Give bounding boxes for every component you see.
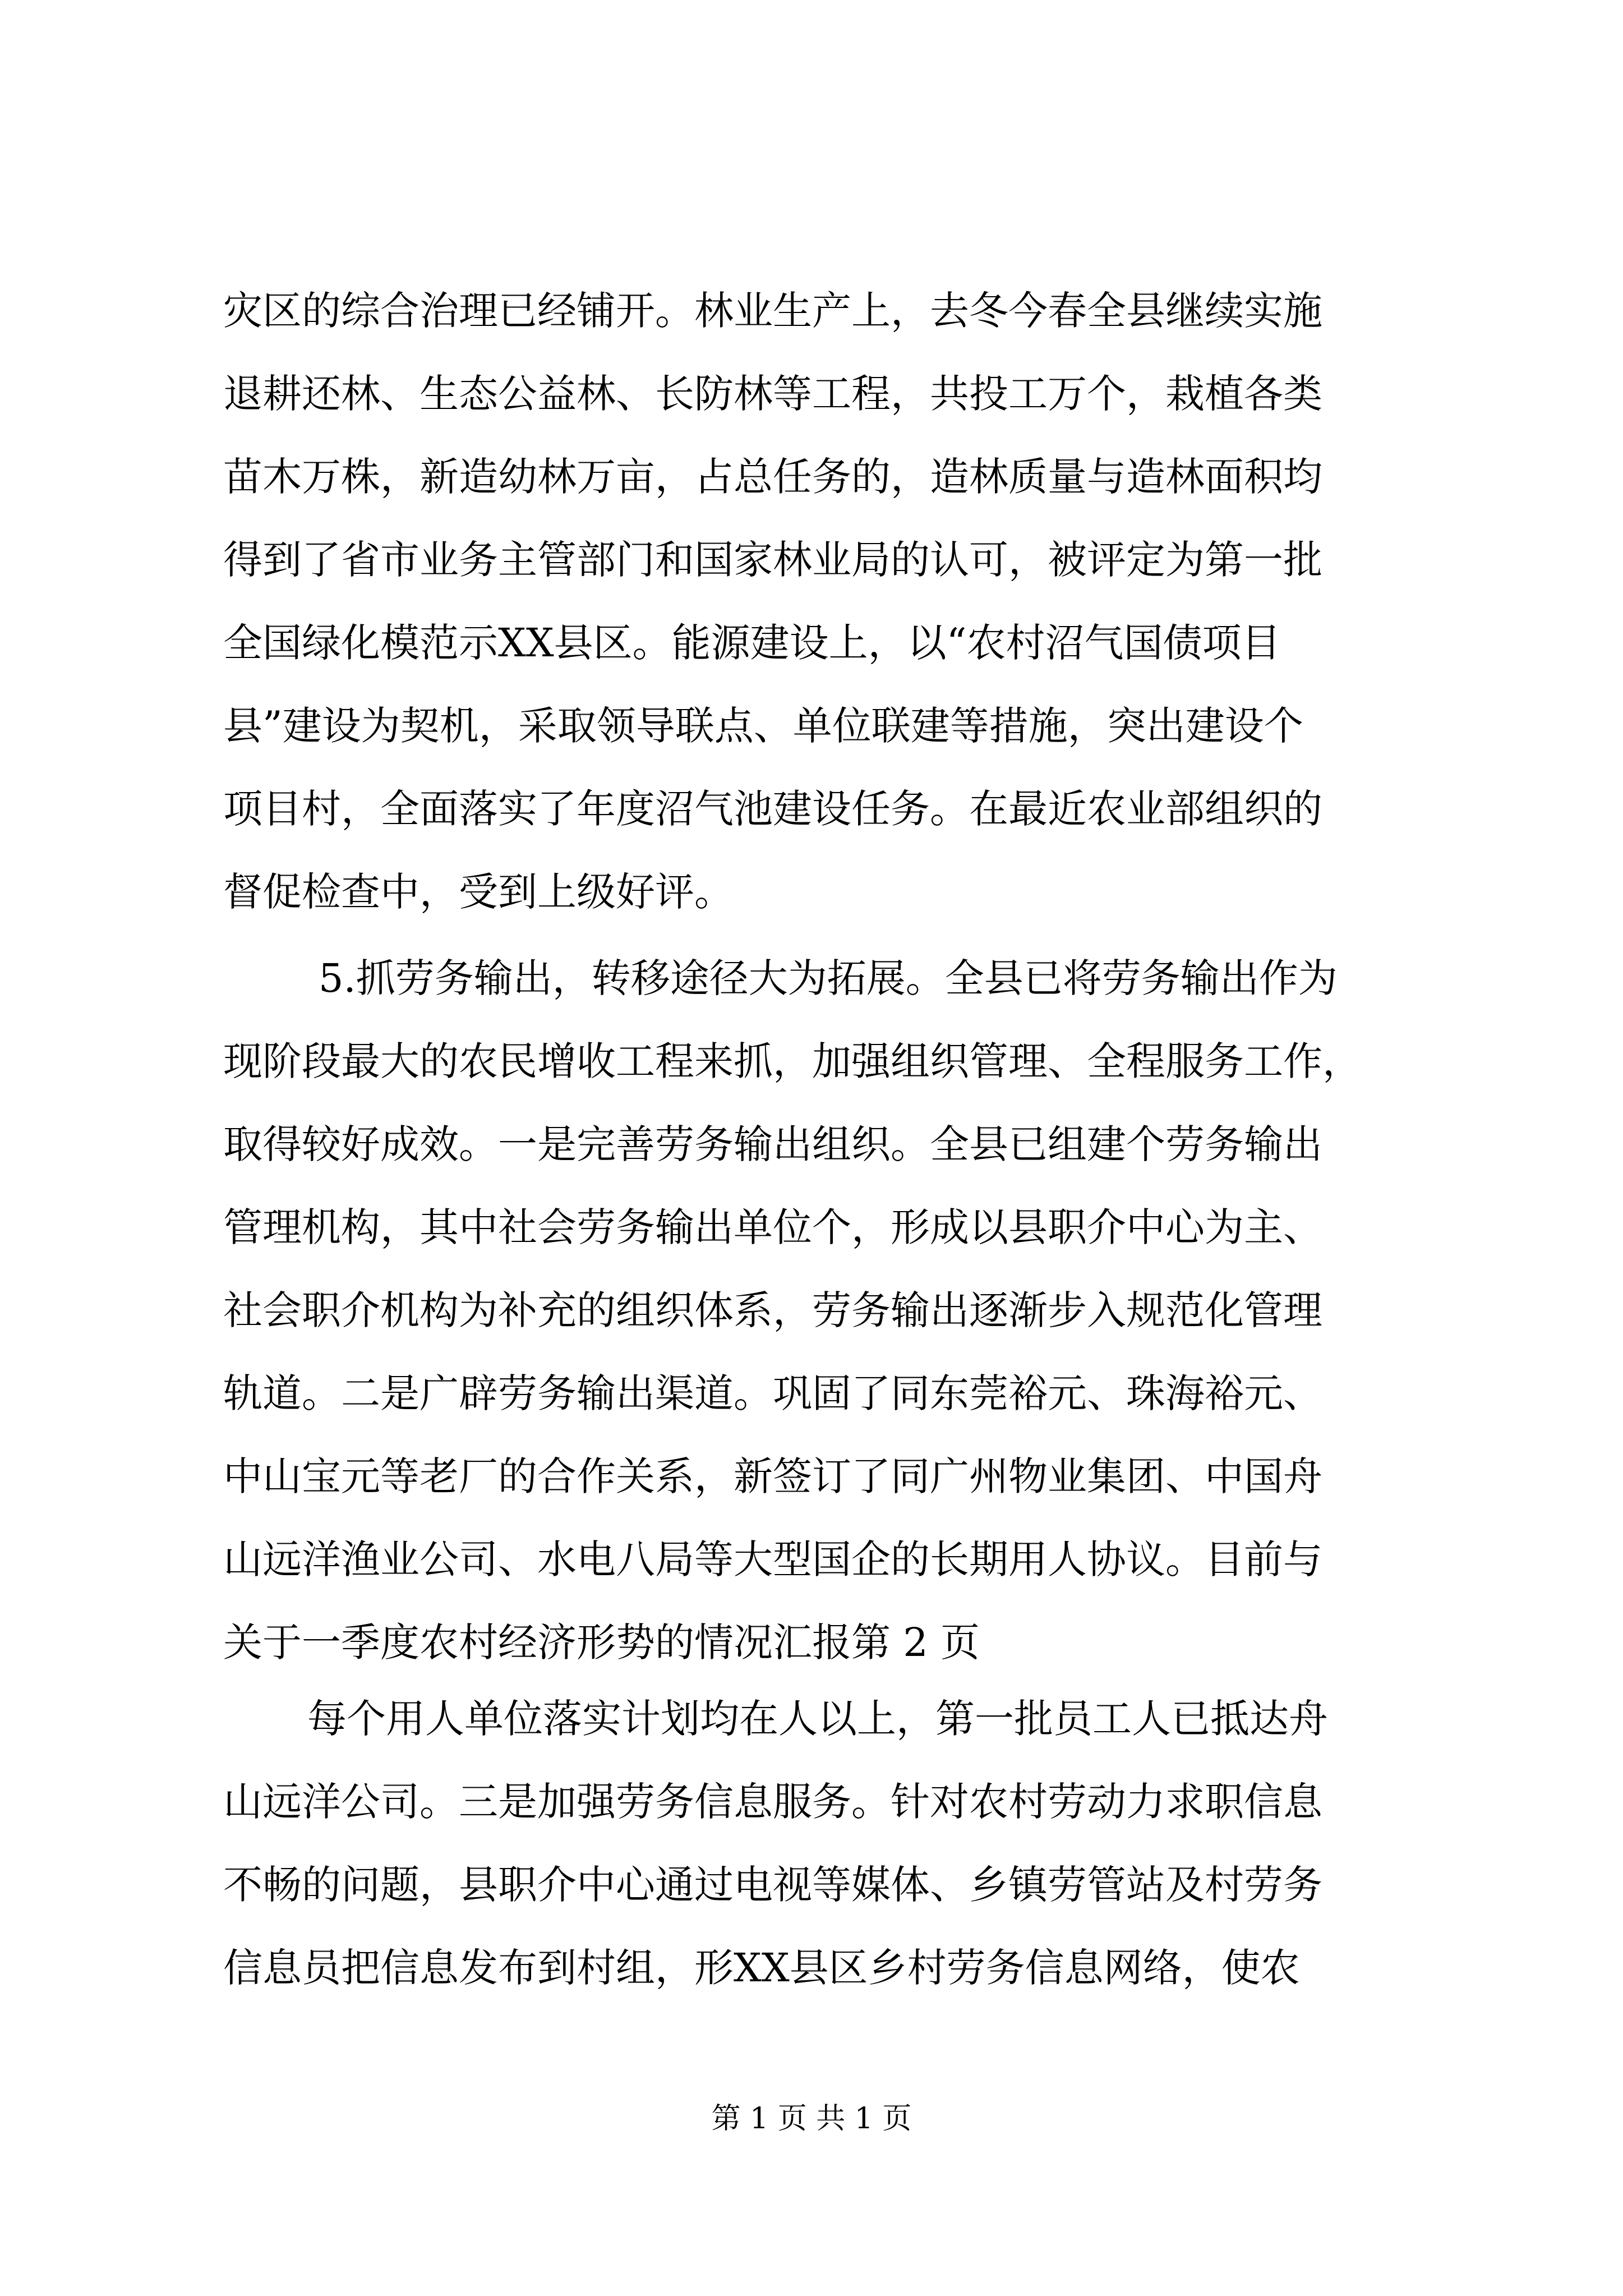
text-line: 管理机构，其中社会劳务输出单位个，形成以县职介中心为主、: [223, 1204, 1322, 1250]
text-line: 轨道。二是广辟劳务输出渠道。巩固了同东莞裕元、珠海裕元、: [223, 1370, 1322, 1416]
text-line: 每个用人单位落实计划均在人以上，第一批员工人已抵达舟: [307, 1696, 1328, 1742]
text-line: 信息员把信息发布到村组，形XX县区乡村劳务信息网络，使农: [223, 1945, 1300, 1991]
text-line: 项目村，全面落实了年度沼气池建设任务。在最近农业部组织的: [223, 786, 1322, 832]
paragraph-labor-info: [223, 1677, 1423, 2009]
text-line: 灾区的综合治理已经铺开。林业生产上，去冬今春全县继续实施: [223, 288, 1322, 334]
text-line: 得到了省市业务主管部门和国家林业局的认可，被评定为第一批: [223, 537, 1322, 583]
paragraph-labor-export: [223, 937, 1423, 1684]
text-line: 山远洋公司。三是加强劳务信息服务。针对农村劳动力求职信息: [223, 1779, 1322, 1825]
text-line: 中山宝元等老厂的合作关系，新签订了同广州物业集团、中国舟: [223, 1453, 1322, 1499]
text-line: 不畅的问题，县职介中心通过电视等媒体、乡镇劳管站及村劳务: [223, 1862, 1322, 1908]
page-footer: 第 1 页 共 1 页: [711, 2102, 912, 2136]
text-line: 关于一季度农村经济形势的情况汇报第 2 页: [223, 1619, 980, 1665]
text-line: 督促检查中，受到上级好评。: [223, 869, 734, 915]
text-line: 现阶段最大的农民增收工程来抓，加强组织管理、全程服务工作，: [223, 1038, 1362, 1084]
text-line: 苗木万株，新造幼林万亩，占总任务的，造林质量与造林面积均: [223, 454, 1322, 500]
paragraph-forestry-energy: [223, 269, 1423, 933]
text-line: 取得较好成效。一是完善劳务输出组织。全县已组建个劳务输出: [223, 1121, 1322, 1167]
text-line: 5.抓劳务输出，转移途径大为拓展。全县已将劳务输出作为: [319, 955, 1338, 1001]
text-line: 山远洋渔业公司、水电八局等大型国企的长期用人协议。目前与: [223, 1536, 1322, 1582]
text-line: 社会职介机构为补充的组织体系，劳务输出逐渐步入规范化管理: [223, 1287, 1322, 1333]
text-line: 县”建设为契机，采取领导联点、单位联建等措施，突出建设个: [223, 703, 1303, 749]
text-line: 全国绿化模范示XX县区。能源建设上，以“农村沼气国债项目: [223, 620, 1281, 666]
text-line: 退耕还林、生态公益林、长防林等工程，共投工万个，栽植各类: [223, 371, 1322, 417]
